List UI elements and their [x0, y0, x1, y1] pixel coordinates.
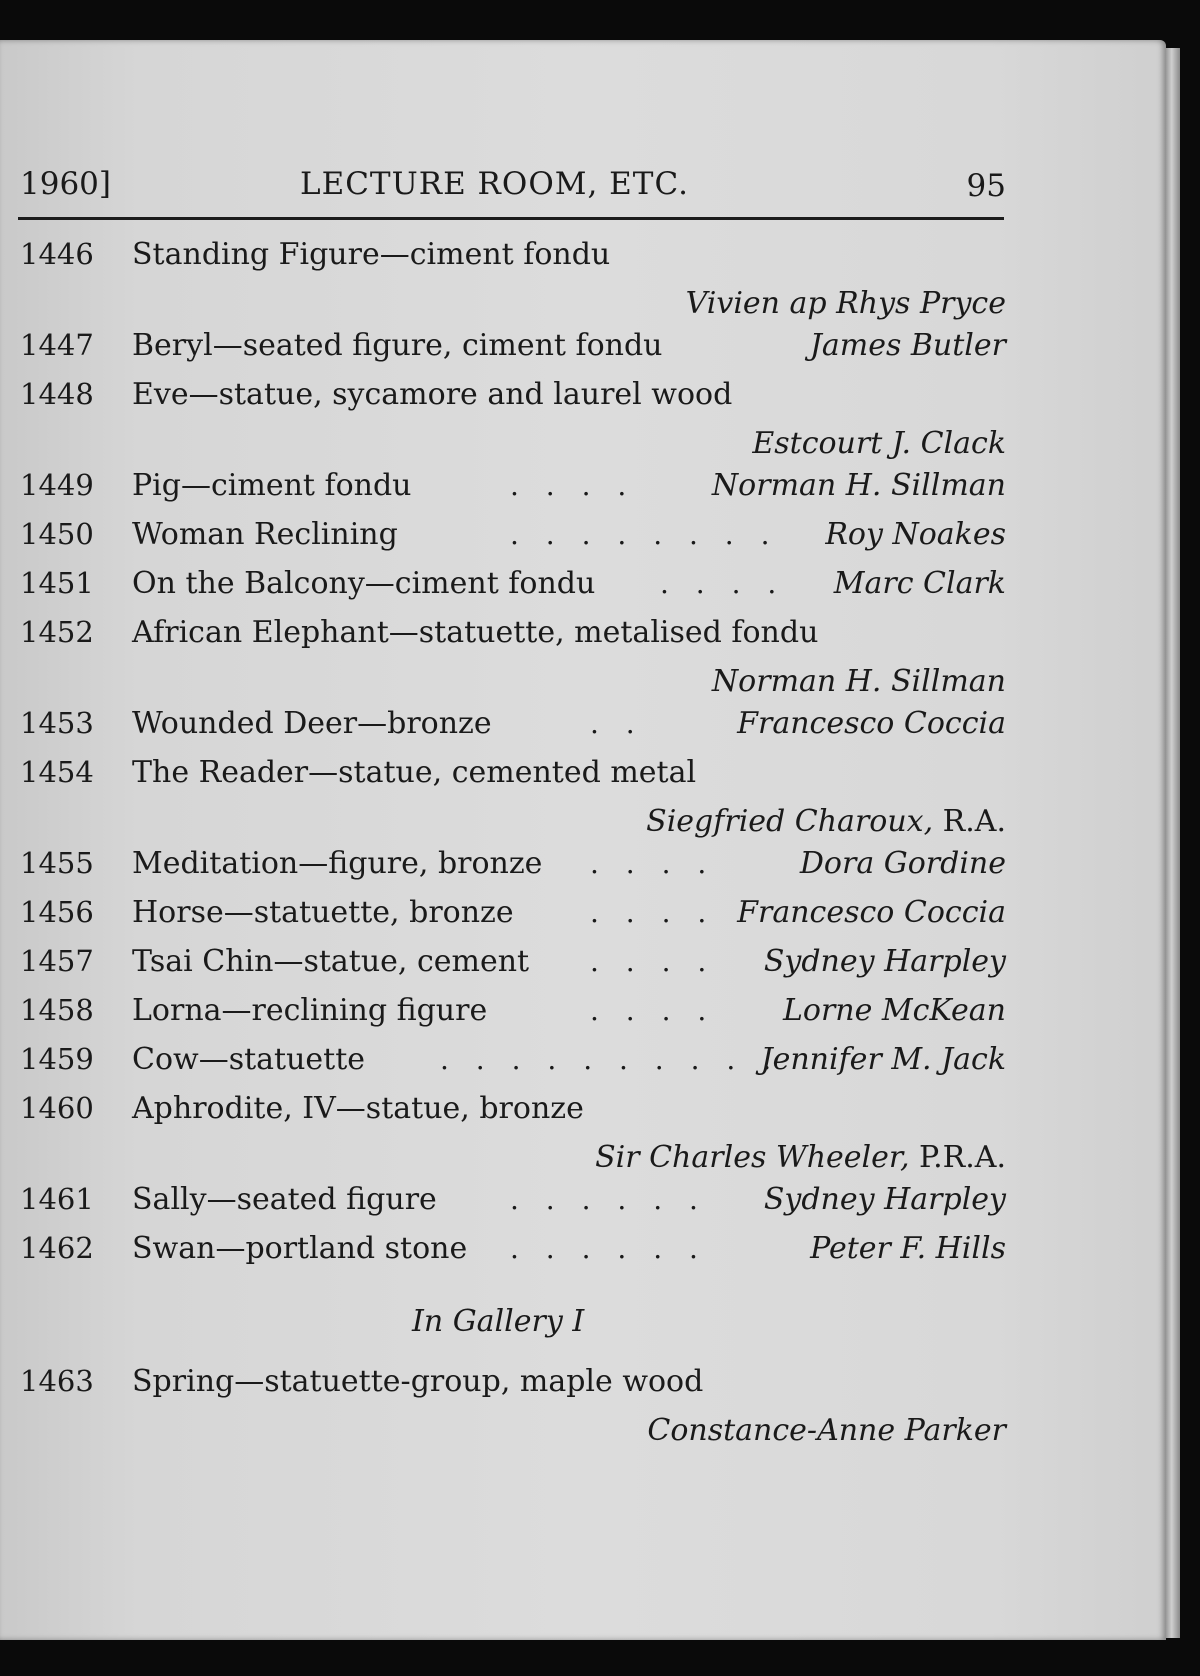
entry-number: 1452 — [20, 615, 94, 649]
entry-title: Horse — [132, 895, 224, 930]
entry-line — [20, 937, 1006, 986]
dot-leader: . . . . — [590, 896, 716, 929]
catalogue-entry — [20, 1224, 1006, 1273]
entry-line — [20, 559, 1006, 608]
dot-leader: . . . . . . — [510, 1183, 707, 1216]
entry-line — [20, 839, 1006, 888]
artist-name: Francesco Coccia — [737, 706, 1006, 741]
entry-line — [20, 419, 1006, 461]
catalogue-entry — [20, 230, 1006, 321]
page-number: 95 — [966, 168, 1006, 204]
artist-honours: P.R.A. — [909, 1140, 1006, 1175]
entry-description: —ciment fondu — [180, 468, 412, 503]
section-heading-text: In Gallery I — [412, 1304, 585, 1339]
entry-line — [20, 1084, 1006, 1133]
catalogue-page — [0, 40, 1166, 1640]
artist-name: Jennifer M. Jack — [760, 1042, 1006, 1077]
catalogue-entry — [20, 937, 1006, 986]
entry-description: —seated figure — [206, 1182, 437, 1217]
entry-description: —statuette — [198, 1042, 366, 1077]
running-head-title: LECTURE ROOM, ETC. — [300, 166, 689, 202]
entry-description: —statue, cement — [273, 944, 530, 979]
entry-title-line — [132, 510, 398, 559]
catalogue-entry — [20, 1035, 1006, 1084]
entry-artist — [712, 461, 1006, 510]
header-rule — [18, 217, 1004, 220]
entry-description: —seated figure, ciment fondu — [212, 328, 663, 363]
entry-number: 1458 — [20, 993, 94, 1027]
entry-artist — [783, 986, 1006, 1035]
catalogue-entry — [20, 986, 1006, 1035]
entry-title-line — [132, 321, 663, 370]
entry-title: Meditation — [132, 846, 299, 881]
entry-number: 1453 — [20, 706, 94, 740]
entry-description: —statuette, metalised fondu — [388, 615, 819, 650]
entry-line — [20, 1133, 1006, 1175]
entry-line — [20, 1357, 1006, 1406]
entry-description: —statue, bronze — [335, 1091, 584, 1126]
catalogue-entry — [20, 608, 1006, 699]
entry-title-line — [132, 230, 610, 279]
entry-title: Eve — [132, 377, 189, 412]
entry-line — [20, 1175, 1006, 1224]
entry-title-line — [132, 1035, 365, 1084]
page-edge — [1166, 48, 1180, 1638]
entry-title: Swan — [132, 1231, 216, 1266]
entry-number: 1461 — [20, 1182, 94, 1216]
section-heading — [20, 1273, 1006, 1357]
entry-title: Tsai Chin — [132, 944, 274, 979]
entry-title: African Elephant — [132, 615, 389, 650]
entry-title-line — [132, 1224, 467, 1273]
catalogue-entry — [20, 748, 1006, 839]
entry-title-line — [132, 1175, 437, 1224]
entry-artist — [834, 559, 1006, 608]
entry-artist — [764, 1175, 1006, 1224]
dot-leader: . . . . . . — [510, 1232, 707, 1265]
entry-description: —statue, sycamore and laurel wood — [188, 377, 733, 412]
artist-name: Marc Clark — [833, 566, 1006, 601]
entry-title-line — [132, 748, 696, 797]
catalogue-entry — [20, 321, 1006, 370]
dot-leader: . . . . — [510, 469, 636, 502]
entry-line — [20, 279, 1006, 321]
catalogue-entry — [20, 1084, 1006, 1175]
dot-leader: . . . . . . . . . . — [440, 1043, 781, 1076]
artist-name: Vivien ap Rhys Pryce — [685, 286, 1006, 321]
entry-number: 1459 — [20, 1042, 94, 1076]
entry-title: Sally — [132, 1182, 207, 1217]
artist-name: Roy Noakes — [825, 517, 1006, 552]
artist-name: Francesco Coccia — [737, 895, 1006, 930]
entry-line — [20, 888, 1006, 937]
entry-number: 1449 — [20, 468, 94, 502]
entry-line — [20, 510, 1006, 559]
entry-number: 1454 — [20, 755, 94, 789]
artist-name: James Butler — [809, 328, 1006, 363]
entry-number: 1457 — [20, 944, 94, 978]
entry-title-line — [132, 888, 514, 937]
artist-name: Sydney Harpley — [763, 1182, 1006, 1217]
artist-name: Estcourt J. Clack — [752, 426, 1006, 461]
entry-description: —ciment fondu — [379, 237, 611, 272]
artist-name: Constance-Anne Parker — [647, 1413, 1006, 1448]
dot-leader: . . . . — [590, 994, 716, 1027]
entry-line — [20, 657, 1006, 699]
artist-name: Norman H. Sillman — [711, 468, 1006, 503]
entry-line — [20, 797, 1006, 839]
entry-number: 1463 — [20, 1364, 94, 1398]
artist-name: Dora Gordine — [799, 846, 1006, 881]
entry-line — [20, 230, 1006, 279]
entry-line — [20, 986, 1006, 1035]
entry-title-line — [132, 608, 818, 657]
entry-title: Standing Figure — [132, 237, 380, 272]
entry-line — [20, 1035, 1006, 1084]
entry-description: —figure, bronze — [298, 846, 543, 881]
catalogue-entry — [20, 839, 1006, 888]
entry-title-line — [132, 937, 529, 986]
entry-artist — [764, 937, 1006, 986]
entry-number: 1446 — [20, 237, 94, 271]
entry-description: —statuette, bronze — [223, 895, 514, 930]
entry-title: Aphrodite, IV — [132, 1091, 336, 1126]
entry-title: Cow — [132, 1042, 199, 1077]
entry-line — [20, 461, 1006, 510]
dot-leader: . . . . — [590, 945, 716, 978]
entry-title-line — [132, 1084, 584, 1133]
entry-title: Pig — [132, 468, 181, 503]
running-head-year: 1960] — [20, 166, 111, 202]
entry-artist — [810, 1224, 1006, 1273]
entry-artist — [761, 1035, 1006, 1084]
entry-artist — [825, 510, 1006, 559]
entry-title: Woman Reclining — [132, 517, 398, 552]
entry-line — [20, 321, 1006, 370]
dot-leader: . . . . . . . . — [510, 518, 779, 551]
catalogue-entry — [20, 1357, 1006, 1448]
catalogue-entry — [20, 888, 1006, 937]
artist-name: Lorne McKean — [782, 993, 1006, 1028]
entry-description: —statue, cemented metal — [308, 755, 697, 790]
dot-leader: . . . . — [590, 847, 716, 880]
entry-number: 1448 — [20, 377, 94, 411]
entry-title: The Reader — [132, 755, 309, 790]
catalogue-entry — [20, 559, 1006, 608]
catalogue-entry — [20, 1175, 1006, 1224]
catalogue-entry — [20, 510, 1006, 559]
entry-number: 1462 — [20, 1231, 94, 1265]
artist-name: Sir Charles Wheeler, — [595, 1140, 910, 1175]
artist-honours: R.A. — [933, 804, 1006, 839]
entry-line — [20, 748, 1006, 797]
running-head — [20, 158, 1006, 218]
catalogue-entry — [20, 370, 1006, 461]
entry-line — [20, 699, 1006, 748]
entry-description: —portland stone — [215, 1231, 468, 1266]
entry-title: Wounded Deer — [132, 706, 358, 741]
entry-number: 1450 — [20, 517, 94, 551]
entry-title-line — [132, 986, 487, 1035]
entry-line — [20, 1224, 1006, 1273]
entry-title-line — [132, 1357, 703, 1406]
artist-name: Norman H. Sillman — [711, 664, 1006, 699]
artist-name: Sydney Harpley — [763, 944, 1006, 979]
entry-artist — [800, 839, 1006, 888]
entry-title: Lorna — [132, 993, 222, 1028]
entry-title: On the Balcony — [132, 566, 365, 601]
entry-artist — [737, 888, 1006, 937]
entry-title-line — [132, 559, 595, 608]
entry-description: —bronze — [357, 706, 492, 741]
entry-number: 1456 — [20, 895, 94, 929]
entry-title-line — [132, 461, 412, 510]
catalogue-entry — [20, 461, 1006, 510]
entry-number: 1455 — [20, 846, 94, 880]
entry-number: 1460 — [20, 1091, 94, 1125]
entry-artist — [810, 321, 1006, 370]
artist-name: Siegfried Charoux, — [646, 804, 934, 839]
dot-leader: . . — [590, 707, 644, 740]
artist-name: Peter F. Hills — [810, 1231, 1006, 1266]
entry-list — [20, 230, 1006, 1448]
entry-title: Spring — [132, 1364, 235, 1399]
catalogue-entry — [20, 699, 1006, 748]
entry-number: 1447 — [20, 328, 94, 362]
dot-leader: . . . . — [660, 567, 786, 600]
entry-description: —ciment fondu — [364, 566, 596, 601]
entry-artist — [647, 1406, 1006, 1455]
entry-line — [20, 608, 1006, 657]
entry-artist — [737, 699, 1006, 748]
entry-line — [20, 1406, 1006, 1448]
entry-title-line — [132, 699, 492, 748]
entry-title-line — [132, 839, 542, 888]
entry-number: 1451 — [20, 566, 94, 600]
entry-title-line — [132, 370, 732, 419]
entry-description: —reclining figure — [221, 993, 488, 1028]
entry-line — [20, 370, 1006, 419]
entry-title: Beryl — [132, 328, 213, 363]
entry-description: —statuette-group, maple wood — [234, 1364, 704, 1399]
